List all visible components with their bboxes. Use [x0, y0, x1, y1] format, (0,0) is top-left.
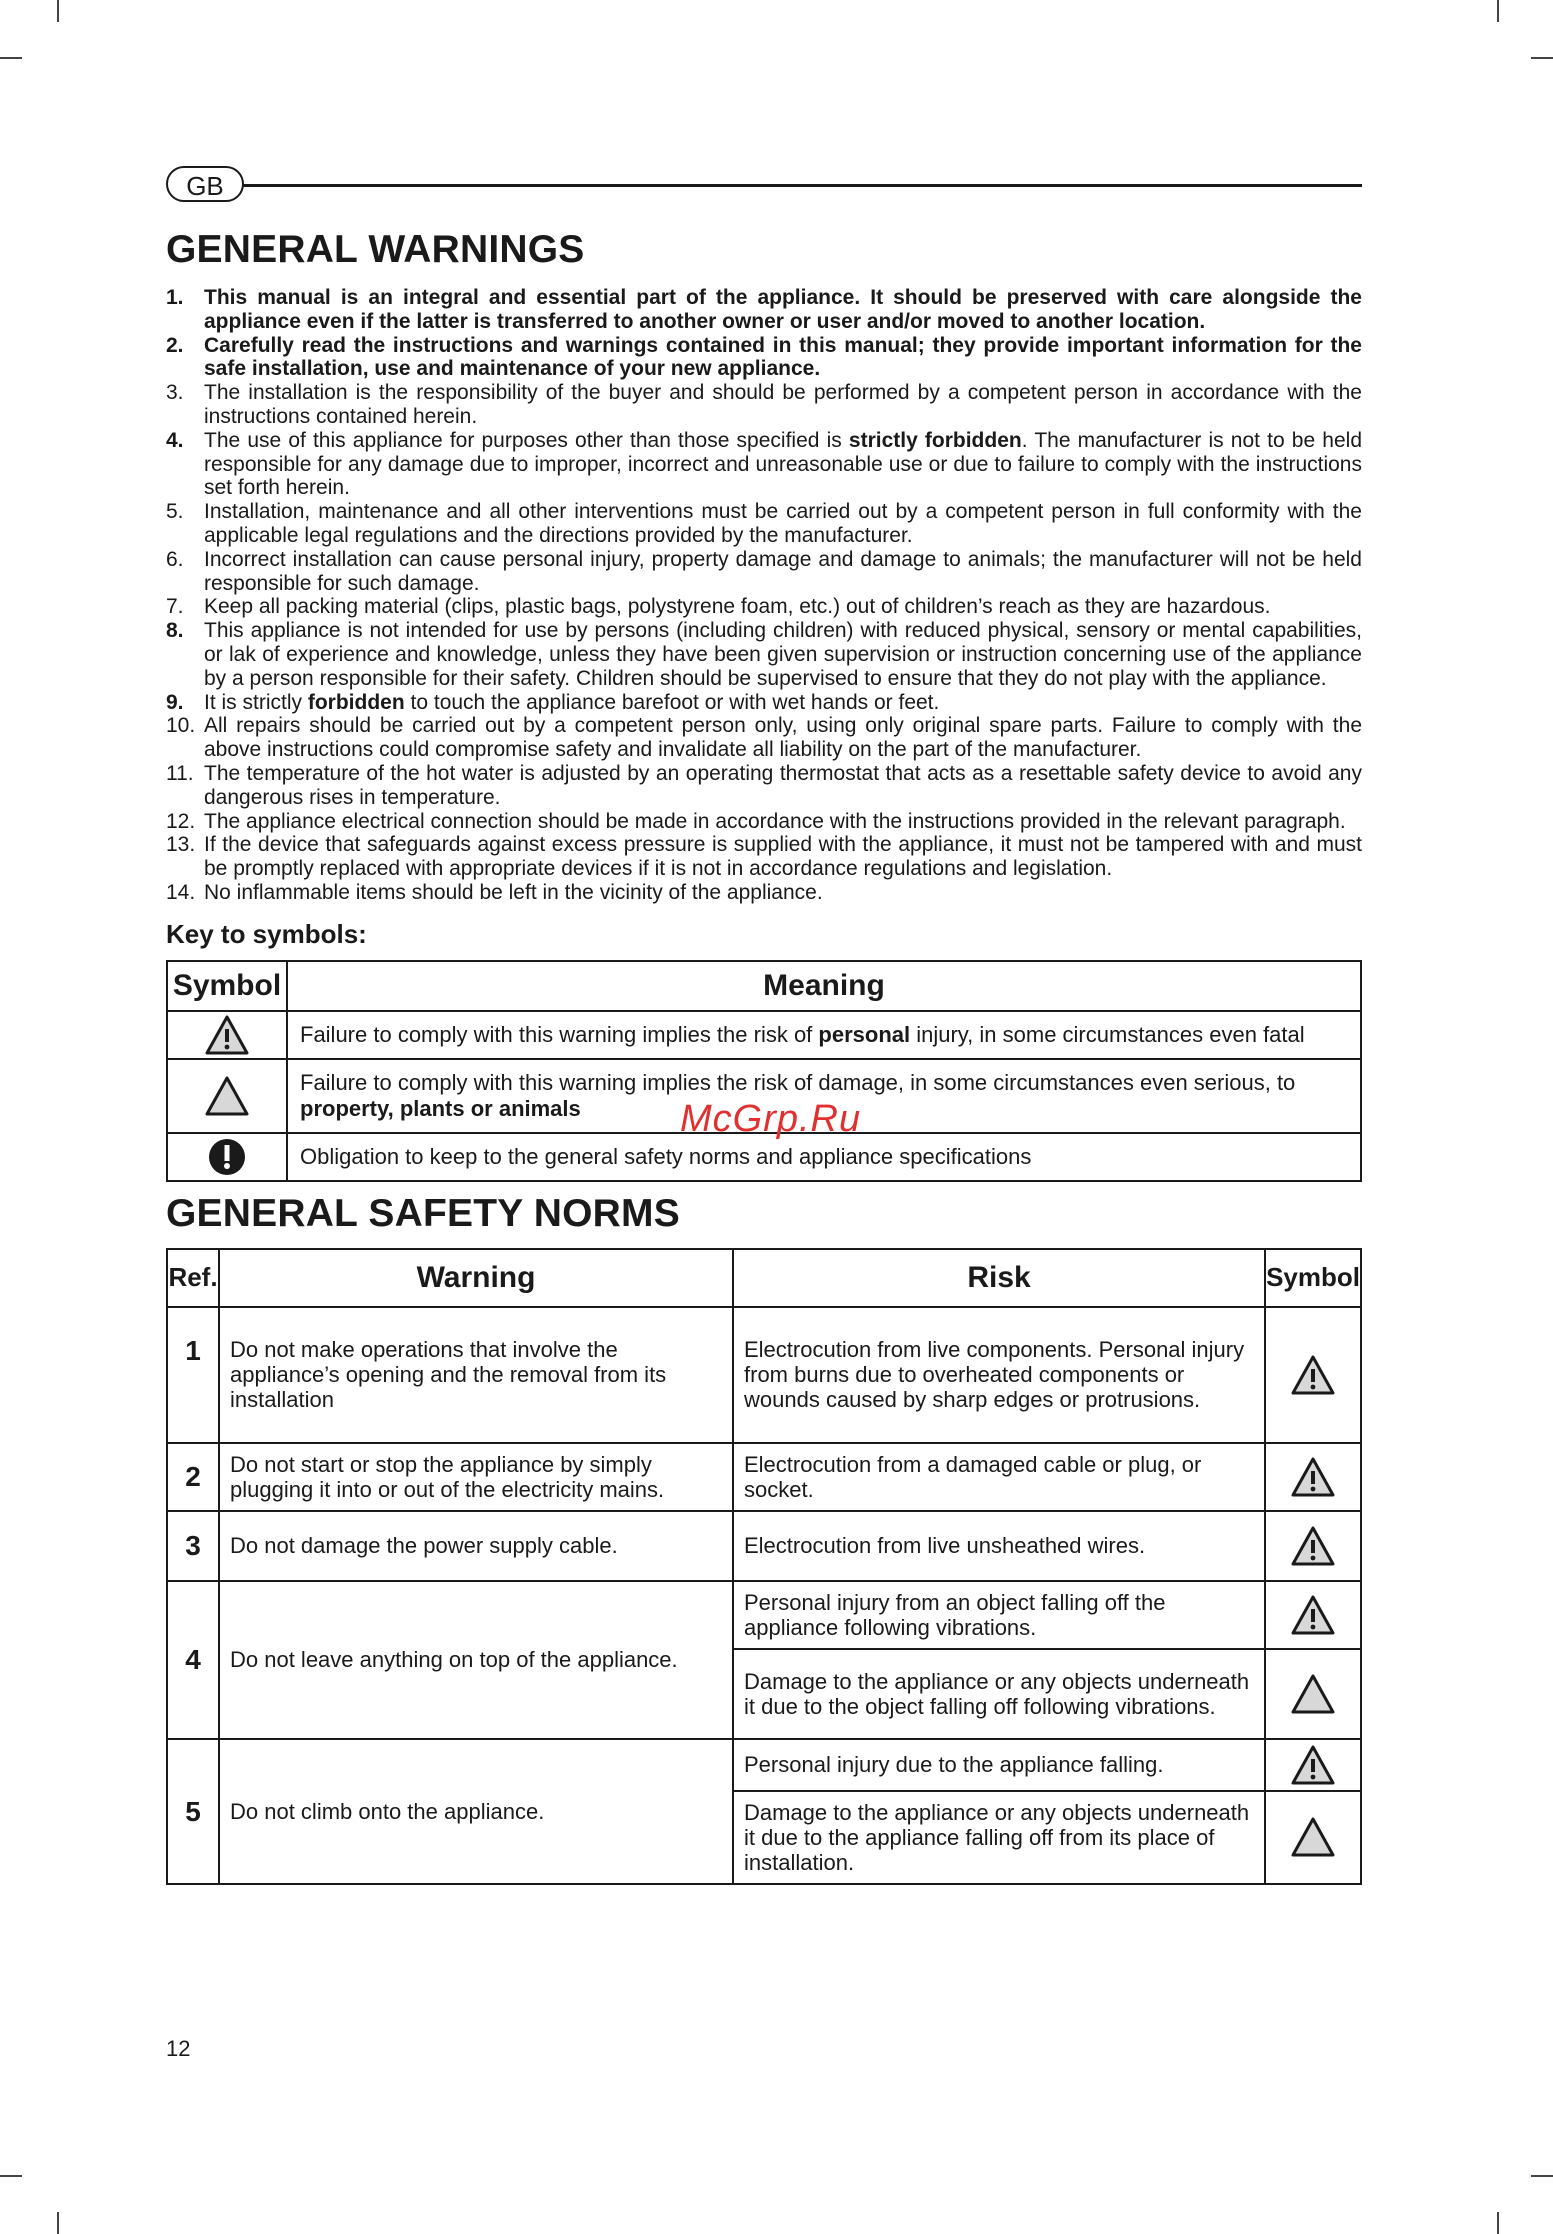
warning-number: 9. [166, 690, 184, 714]
key-meaning-text: injury, in some circumstances even fatal [910, 1021, 1305, 1047]
crop-mark [1531, 57, 1553, 59]
warning-text: The temperature of the hot water is adjusted by an operating thermostat that acts as a resettable safety device to avoid any dangerous rises in temperature. [204, 761, 1362, 809]
safety-norms-title: GENERAL SAFETY NORMS [166, 1191, 680, 1235]
warning-personal-icon [1290, 1354, 1336, 1396]
warning-number: 14. [166, 880, 196, 904]
warning-text: This appliance is not intended for use by persons (including children) with reduced physical, sensory or mental capabilities, or lak of experience and knowledge, unless they have been given supervision or instruction concerning use of the appliance by a person responsible for their safety. Children should be supervised to ensure that they do not play with the appliance. [204, 619, 1362, 690]
norms-col-symbol: Symbol [1265, 1249, 1361, 1307]
warning-text: to touch the appliance barefoot or with wet hands or feet. [404, 690, 940, 714]
warning-emphasis: strictly forbidden [848, 428, 1022, 452]
warning-item [166, 548, 1362, 596]
warning-property-icon [204, 1075, 250, 1117]
warning-text: If the device that safeguards against excess pressure is supplied with the appliance, it must not be tampered with and must be promptly replaced with appropriate devices if it is not in accordance regulations and legislation. [204, 833, 1362, 881]
warning-text: Installation, maintenance and all other interventions must be carried out by a competent person in full conformity with the applicable legal regulations and the directions provided by the manufacturer. [204, 500, 1362, 547]
norms-ref-cell: 3 [167, 1511, 219, 1581]
norms-warning-cell: Do not start or stop the appliance by simply plugging it into or out of the electricity mains. [219, 1443, 733, 1511]
warning-number: 6. [166, 547, 184, 571]
norms-risk-cell: Personal injury due to the appliance falling. [733, 1739, 1265, 1791]
crop-mark [0, 57, 22, 59]
norms-warning-cell: Do not make operations that involve the appliance’s opening and the removal from its installation [219, 1307, 733, 1443]
key-meaning-emphasis: personal [818, 1021, 911, 1047]
warning-emphasis: forbidden [307, 690, 405, 714]
norms-ref-cell: 2 [167, 1443, 219, 1511]
header-rule [242, 184, 1362, 187]
warning-item [166, 833, 1362, 881]
warning-number: 7. [166, 595, 184, 619]
key-meaning-text: Failure to comply with this warning implies the risk of [300, 1021, 819, 1047]
key-to-symbols-table [166, 960, 1362, 1182]
page-content [166, 166, 1362, 1885]
warning-personal-icon [1290, 1744, 1336, 1786]
warning-number: 4. [166, 428, 184, 452]
warning-item [166, 500, 1362, 548]
page-number: 12 [166, 2036, 191, 2061]
norms-warning-cell: Do not climb onto the appliance. [219, 1739, 733, 1884]
norms-col-risk: Risk [733, 1249, 1265, 1307]
warning-item [166, 810, 1362, 834]
warning-text: No inflammable items should be left in the vicinity of the appliance. [204, 880, 823, 904]
warning-text: This manual is an integral and essential part of the appliance. It should be preserved with care alongside the appliance even if the latter is transferred to another owner or user and/or moved to another location. [204, 286, 1362, 333]
norms-symbol-cell [1265, 1511, 1361, 1581]
norms-risk-cell: Electrocution from a damaged cable or plug, or socket. [733, 1443, 1265, 1511]
warning-personal-icon [1290, 1594, 1336, 1636]
general-warnings-list [166, 286, 1362, 905]
norms-col-ref: Ref. [167, 1249, 219, 1307]
norms-row [167, 1581, 1361, 1649]
key-row [167, 1011, 1361, 1059]
crop-mark [57, 0, 59, 22]
key-meaning-text: Failure to comply with this warning implies the risk of damage, in some circumstances even serious, to [300, 1069, 1296, 1095]
warning-personal-icon [1290, 1525, 1336, 1567]
language-header [166, 166, 1362, 206]
warning-item [166, 762, 1362, 810]
crop-mark [0, 2175, 22, 2177]
key-meaning-text: Obligation to keep to the general safety norms and appliance specifications [300, 1143, 1032, 1169]
key-meaning-cell [287, 1011, 1361, 1059]
warning-number: 10. [166, 714, 196, 738]
warning-item [166, 429, 1362, 500]
key-symbol-cell [167, 1133, 287, 1181]
warning-number: 2. [166, 333, 184, 357]
warning-number: 5. [166, 500, 184, 524]
warning-text: Keep all packing material (clips, plastic bags, polystyrene foam, etc.) out of children’s reach as they are hazardous. [204, 595, 1271, 619]
warning-text: All repairs should be carried out by a competent person only, using only original spare parts. Failure to comply with the above instructions could compromise safety and invalidate all liability on the part of the manufacturer. [204, 714, 1362, 762]
norms-ref-cell: 4 [167, 1581, 219, 1739]
norms-symbol-cell [1265, 1739, 1361, 1791]
warning-text: The installation is the responsibility of the buyer and should be performed by a competent person in accordance with the instructions contained herein. [204, 381, 1362, 428]
warning-text: The use of this appliance for purposes other than those specified is [204, 428, 849, 452]
warning-number: 11. [166, 761, 194, 785]
warning-number: 12. [166, 809, 196, 833]
norms-symbol-cell [1265, 1307, 1361, 1443]
norms-warning-cell: Do not damage the power supply cable. [219, 1511, 733, 1581]
warning-item [166, 714, 1362, 762]
norms-row [167, 1307, 1361, 1443]
warning-item [166, 595, 1362, 619]
warning-number: 8. [166, 619, 184, 643]
warning-number: 1. [166, 286, 184, 309]
key-symbol-cell [167, 1059, 287, 1133]
crop-mark [57, 2212, 59, 2234]
warning-personal-icon [1290, 1456, 1336, 1498]
key-symbol-cell [167, 1011, 287, 1059]
warning-text: Incorrect installation can cause personal injury, property damage and damage to animals; the manufacturer will not be held responsible for such damage. [204, 547, 1362, 595]
crop-mark [1497, 2212, 1499, 2234]
language-badge: GB [166, 166, 244, 202]
key-col-meaning: Meaning [287, 961, 1361, 1011]
key-to-symbols-title: Key to symbols: [166, 918, 367, 949]
safety-norms-table [166, 1248, 1362, 1885]
warning-personal-icon [204, 1014, 250, 1056]
norms-row [167, 1511, 1361, 1581]
warning-item [166, 881, 1362, 905]
norms-row [167, 1443, 1361, 1511]
warning-number: 3. [166, 381, 184, 405]
key-col-symbol: Symbol [167, 961, 287, 1011]
warning-text: It is strictly [204, 690, 308, 714]
warning-item [166, 691, 1362, 715]
warning-text: The appliance electrical connection should be made in accordance with the instructions provided in the relevant paragraph. [204, 809, 1346, 833]
crop-mark [1497, 0, 1499, 22]
key-meaning-emphasis: property, plants or animals [300, 1095, 581, 1121]
warning-number: 13. [166, 833, 196, 857]
norms-ref-cell: 5 [167, 1739, 219, 1884]
norms-warning-cell: Do not leave anything on top of the appliance. [219, 1581, 733, 1739]
norms-risk-cell: Electrocution from live unsheathed wires. [733, 1511, 1265, 1581]
norms-ref-cell: 1 [167, 1307, 219, 1443]
warning-item [166, 334, 1362, 382]
norms-risk-cell: Electrocution from live components. Personal injury from burns due to overheated components or wounds caused by sharp edges or protrusions. [733, 1307, 1265, 1443]
warning-text: Carefully read the instructions and warnings contained in this manual; they provide important information for the safe installation, use and maintenance of your new appliance. [204, 333, 1362, 381]
norms-symbol-cell [1265, 1649, 1361, 1739]
warning-item [166, 619, 1362, 690]
crop-mark [1531, 2175, 1553, 2177]
warning-property-icon [1290, 1673, 1336, 1715]
obligation-icon [204, 1136, 250, 1178]
norms-row [167, 1739, 1361, 1791]
warning-item [166, 286, 1362, 334]
norms-col-warning: Warning [219, 1249, 733, 1307]
warning-text: . The manufacturer is not to be held responsible for any damage due to improper, incorrect and unreasonable use or due to failure to comply with the instructions set forth herein. [204, 428, 1362, 500]
warning-property-icon [1290, 1816, 1336, 1858]
norms-risk-cell: Personal injury from an object falling off the appliance following vibrations. [733, 1581, 1265, 1649]
norms-symbol-cell [1265, 1443, 1361, 1511]
norms-risk-cell: Damage to the appliance or any objects underneath it due to the object falling off following vibrations. [733, 1649, 1265, 1739]
warning-item [166, 381, 1362, 429]
norms-risk-cell: Damage to the appliance or any objects underneath it due to the appliance falling off from its place of installation. [733, 1791, 1265, 1884]
general-warnings-title: GENERAL WARNINGS [166, 228, 585, 271]
norms-symbol-cell [1265, 1581, 1361, 1649]
norms-symbol-cell [1265, 1791, 1361, 1884]
watermark: McGrp.Ru [680, 1098, 862, 1140]
